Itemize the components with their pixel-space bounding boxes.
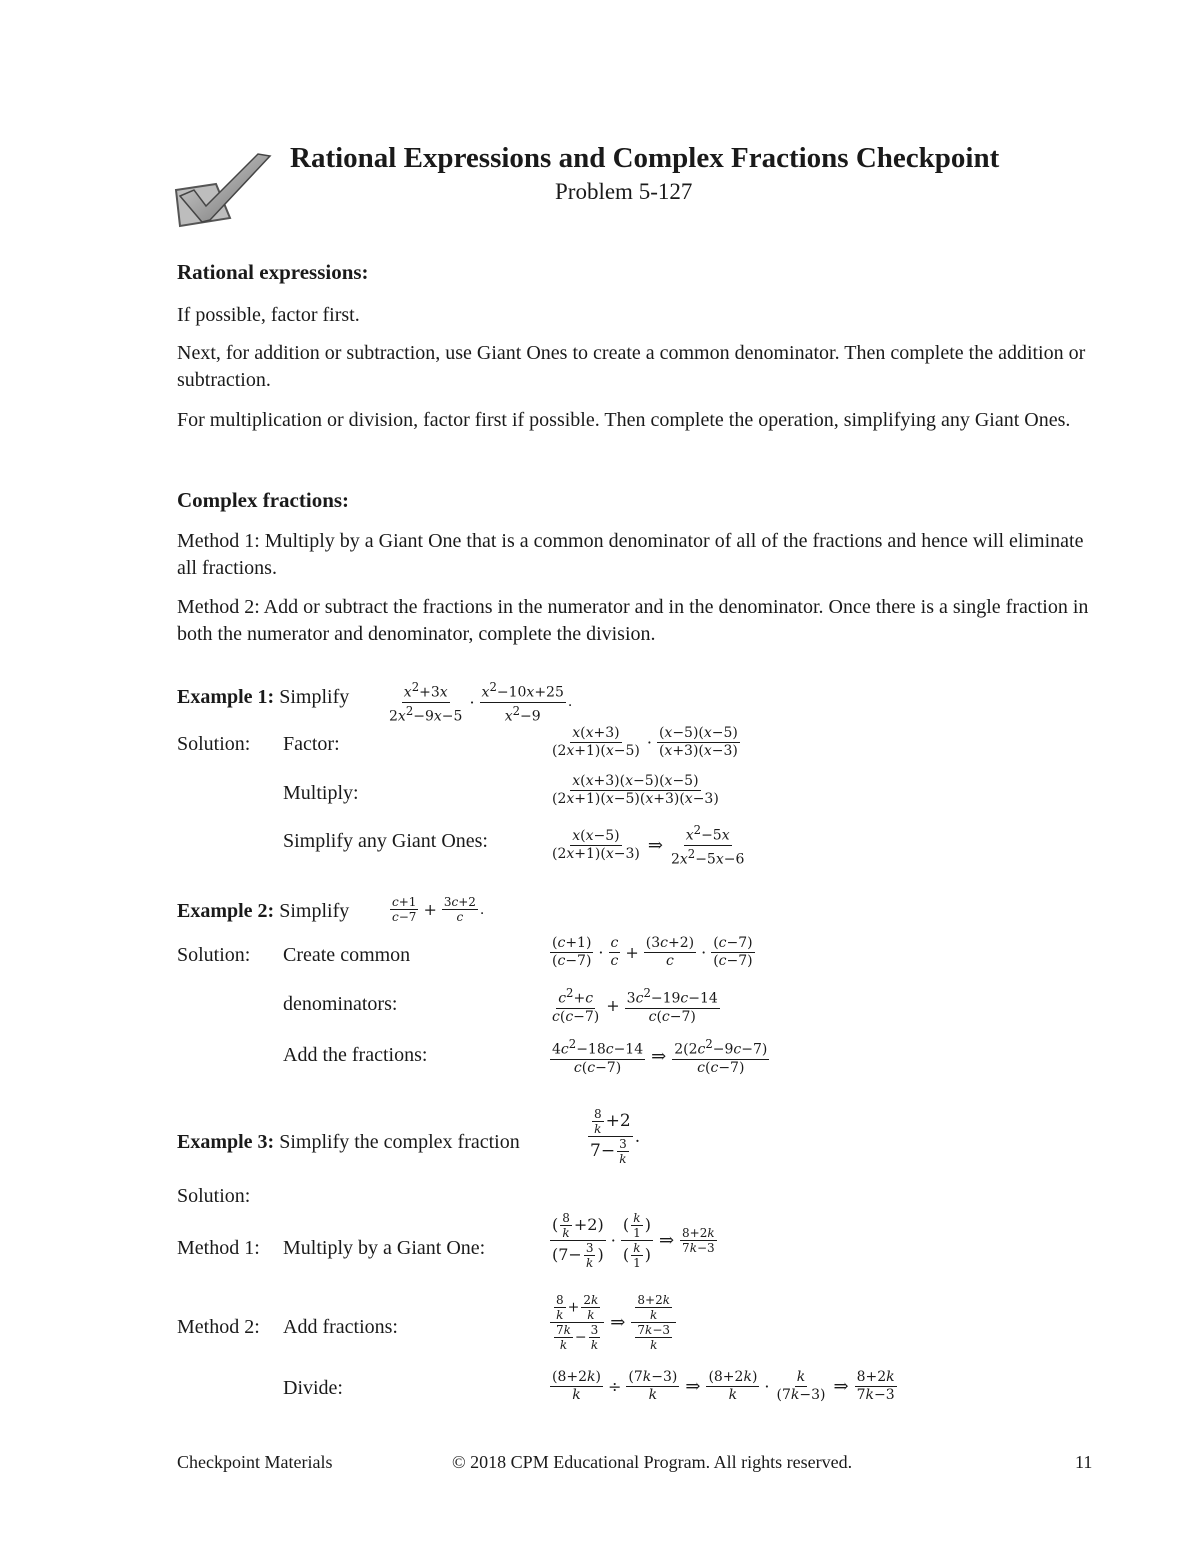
checkmark-logo-icon: [172, 150, 274, 228]
solution-label: Solution:: [177, 733, 251, 755]
solution-label: Solution:: [177, 944, 251, 966]
step-label: Factor:: [283, 733, 340, 755]
math-expression: $\frac{x(x+3)(x-5)(x-5)}{(2x+1)(x-5)(x+3)(x-3)}$: [552, 773, 719, 807]
example-2-heading: Example 2: Simplify: [177, 900, 350, 922]
step-label: Divide:: [283, 1377, 343, 1399]
step-label: denominators:: [283, 993, 398, 1015]
math-expression: $\frac{8}{k}$ + $\frac{2k}{k}$ $\frac{7k}{k}$ − $\frac{3}{k}$ ⇒ $\frac{\frac{8+2k}{k}}{\frac{7k-3}{k}}$: [548, 1294, 678, 1351]
page-title: Rational Expressions and Complex Fractions Checkpoint: [290, 142, 1000, 174]
footer-left: Checkpoint Materials: [177, 1452, 333, 1472]
step-label: Add the fractions:: [283, 1044, 428, 1066]
example-3-heading: Example 3: Simplify the complex fraction: [177, 1131, 520, 1153]
example-3-expression: $\frac{8}{k}$ +2 7− $\frac{3}{k}$ .: [590, 1107, 641, 1166]
paragraph: For multiplication or division, factor first if possible. Then complete the operation, simplifying any Giant Ones.: [177, 409, 1071, 431]
math-expression: $\frac{(c+1)}{(c-7)}$ · $\frac{c}{c}$ + $\frac{(3c+2)}{c}$ · $\frac{(c-7)}{(c-7)}$: [552, 935, 753, 969]
step-label: Multiply:: [283, 782, 359, 804]
paragraph: If possible, factor first.: [177, 304, 360, 326]
page-subtitle: Problem 5-127: [555, 179, 693, 204]
step-label: Add fractions:: [283, 1316, 398, 1338]
math-expression: $\frac{c^2+c}{c(c-7)}$ + $\frac{3c^2-19c-14}{c(c-7)}$: [552, 986, 718, 1025]
math-expression: $\frac{x(x-5)}{(2x+1)(x-3)}$ ⇒ $\frac{x^2-5x}{2x^2-5x-6}$: [552, 823, 745, 868]
footer-copyright: © 2018 CPM Educational Program. All rights reserved.: [452, 1452, 853, 1472]
math-expression: $\frac{x(x+3)}{(2x+1)(x-5)}$ · $\frac{(x-5)(x-5)}{(x+3)(x-3)}$: [552, 725, 738, 759]
step-label: Multiply by a Giant One:: [283, 1237, 486, 1259]
method-label: Method 2:: [177, 1316, 260, 1338]
math-expression: ( $\frac{8}{k}$ +2) (7− $\frac{3}{k}$ ) · ( $\frac{k}{1}$ ) ( $\frac{k}{1}$ ) ⇒ $\frac{8+2k}{7k-3}$: [552, 1211, 715, 1270]
example-1-expression: $\frac{x^2+3x}{2x^2-9x-5}$ · $\frac{x^2-10x+25}{x^2-9}$ .: [389, 680, 573, 725]
math-expression: $\frac{(8+2k)}{k}$ ÷ $\frac{(7k-3)}{k}$ ⇒ $\frac{(8+2k)}{k}$ · $\frac{k}{(7k-3)}$ ⇒ $\frac{8+2k}{7k-3}$: [552, 1369, 895, 1403]
solution-label: Solution:: [177, 1185, 251, 1207]
step-label: Simplify any Giant Ones:: [283, 830, 488, 852]
example-2-expression: $\frac{c+1}{c-7}$ + $\frac{3c+2}{c}$ .: [392, 895, 485, 924]
method-label: Method 1:: [177, 1237, 260, 1259]
example-1-heading: Example 1: Simplify: [177, 686, 350, 708]
paragraph: Next, for addition or subtraction, use Giant Ones to create a common denominator. Then complete the addition or subtraction.: [177, 342, 1086, 391]
page-number: 11: [1075, 1452, 1093, 1472]
step-label: Create common: [283, 944, 411, 966]
paragraph: Method 2: Add or subtract the fractions in the numerator and in the denominator. Once there is a single fraction in both the numerator and denominator, complete the division.: [177, 596, 1089, 645]
math-expression: $\frac{4c^2-18c-14}{c(c-7)}$ ⇒ $\frac{2(2c^2-9c-7)}{c(c-7)}$: [552, 1037, 768, 1076]
paragraph: Method 1: Multiply by a Giant One that is a common denominator of all of the fractions and hence will eliminate all fractions.: [177, 530, 1084, 579]
section-heading-complex: Complex fractions:: [177, 488, 350, 512]
section-heading-rational: Rational expressions:: [177, 260, 369, 284]
